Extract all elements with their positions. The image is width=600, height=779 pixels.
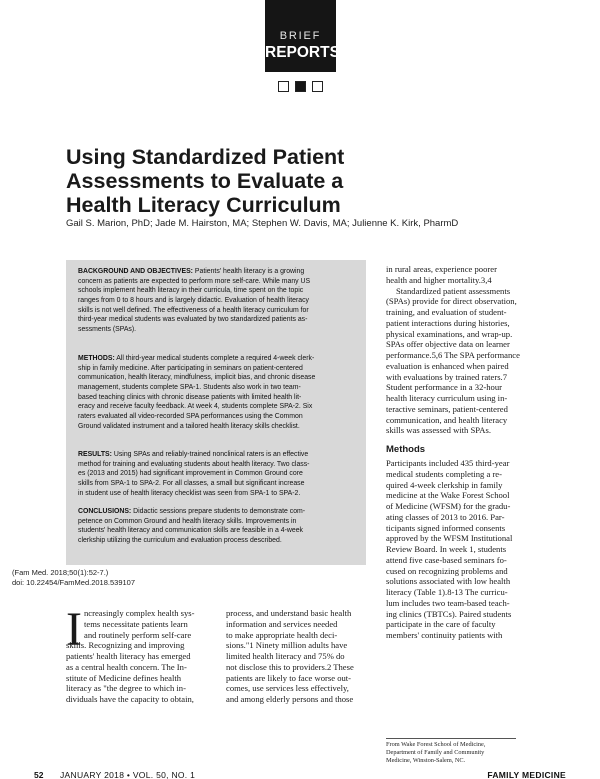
journal-name: FAMILY MEDICINE: [487, 770, 566, 779]
body-column-3-methods: [386, 458, 541, 641]
body-line: quired 4-week clerkship in family: [386, 479, 503, 490]
body-line: Review Board. In week 1, students: [386, 544, 507, 554]
body-line: ticipants signed informed consents: [386, 522, 506, 533]
body-line: Student performance in a 32-hour: [386, 382, 502, 393]
body-line: participate in the care of faculty: [386, 619, 496, 630]
banner-label-large: REPORTS: [265, 44, 340, 61]
body-line: of Medicine (WFSM) for the gradu-: [386, 501, 511, 511]
body-line: performance.5,6 The SPA performance: [386, 350, 520, 360]
abstract-heading: BACKGROUND AND OBJECTIVES:: [78, 268, 193, 275]
abstract-background: BACKGROUND AND OBJECTIVES: Patients' health literacy is a growing concern as patients are expected to perform more self-care. While many US schools implement health literacy in their curricula, time spent on the topic ranges from 0 to 8 hours and is largely didactic. Evaluation of health literacy skills is not well defined. The effectiveness of a health literacy curriculum for third-year medical students was evaluated by two standardized patients as- sessments (SPAs).: [78, 268, 311, 333]
body-line: and among elderly persons and those: [226, 694, 354, 704]
body-line: information and services needed: [226, 618, 338, 629]
body-line: and routinely perform self-care: [84, 629, 192, 640]
body-line: ating classes of 2013 to 2016. Par-: [386, 511, 505, 522]
body-line: physical examinations, and wrap-up.: [386, 328, 513, 339]
body-line: as a central health concern. The In-: [66, 661, 187, 672]
banner-label-small: BRIEF: [279, 30, 322, 42]
body-column-2: [226, 608, 378, 705]
body-line: SPAs offer objective data on learner: [386, 339, 510, 350]
body-line: health literacy curriculum using in-: [386, 393, 508, 403]
body-line: sions."1 Ninety million adults have: [226, 640, 348, 651]
issue-info: JANUARY 2018 • VOL. 50, NO. 1: [60, 770, 196, 779]
section-heading-methods: Methods: [386, 444, 426, 455]
body-line: process, and understand basic health: [226, 608, 352, 618]
title-line: Using Standardized Patient: [66, 145, 345, 169]
body-line: comes, use services less effectively,: [226, 683, 349, 694]
citation: (Fam Med. 2018;50(1):52-7.): [12, 568, 109, 577]
body-line: members' continuity patients with: [386, 630, 503, 640]
body-line: not disclose this to providers.2 These: [226, 661, 354, 672]
body-line: stitute of Medicine defines health: [66, 672, 182, 683]
body-column-3: [386, 264, 541, 436]
body-line: to make appropriate health deci-: [226, 629, 338, 640]
body-line: attend five case-based seminars fo-: [386, 554, 507, 565]
footnote-divider: [386, 738, 516, 739]
body-line: patients' health literacy has emerged: [66, 651, 191, 661]
abstract-heading: METHODS:: [78, 355, 115, 362]
body-line: ing clinics (TBTCs). Paired students: [386, 608, 512, 619]
doi-text: doi: 10.22454/FamMed.2018.539107: [12, 578, 136, 587]
abstract-heading: RESULTS:: [78, 451, 112, 458]
drop-cap: I: [66, 603, 82, 656]
title-line: Health Literacy Curriculum: [66, 193, 341, 217]
body-line: patient interactions during histories,: [386, 317, 510, 328]
abstract-heading: CONCLUSIONS:: [78, 508, 132, 515]
body-line: training, and evaluation of student-: [386, 307, 507, 317]
body-line: communication, and health literacy: [386, 414, 508, 425]
section-banner: [265, 0, 340, 72]
body-line: tems necessitate patients learn: [84, 618, 188, 629]
body-line: in rural areas, experience poorer: [386, 264, 497, 274]
body-line: with evaluations by trained raters.7: [386, 371, 507, 382]
body-line: skills. Recognizing and improving: [66, 640, 185, 651]
square-filled-icon: [295, 81, 306, 92]
abstract-box: [66, 260, 366, 565]
article-title: [66, 145, 516, 217]
body-line: medicine at the Wake Forest School: [386, 490, 510, 501]
body-line: ncreasingly complex health sys-: [84, 608, 195, 618]
body-line: limited health literacy and 75% do: [226, 651, 345, 661]
body-line: (SPAs) provide for direct observation,: [386, 296, 517, 307]
body-column-1: [66, 603, 218, 705]
body-line: solutions associated with low health: [386, 576, 511, 587]
body-line: Standardized patient assessments: [396, 285, 511, 296]
body-line: lum includes two team-based teach-: [386, 597, 510, 608]
body-line: Participants included 435 third-year: [386, 458, 510, 468]
body-line: literacy as "the degree to which in-: [66, 683, 186, 694]
page-number: 52: [34, 770, 44, 779]
title-line: Assessments to Evaluate a: [66, 169, 344, 193]
abstract-conclusions: CONCLUSIONS: Didactic sessions prepare students to demonstrate com- petence on Common Ground and health literacy skills. Improvements in students' health literacy and communication skills are feasible in a 4-week clerkship utilizing the curriculum and evaluation process described.: [78, 508, 306, 544]
body-line: medical students completing a re-: [386, 468, 502, 479]
body-line: dividuals have the capacity to obtain,: [66, 694, 194, 704]
body-line: literacy (Table 1).8-13 The curricu-: [386, 587, 508, 597]
body-line: cused on recognizing problems and: [386, 565, 508, 576]
affiliation-footnote: From Wake Forest School of Medicine, Department of Family and Community Medicine, Winston-Salem, NC.: [386, 741, 486, 764]
abstract-methods: METHODS: All third-year medical students complete a required 4-week clerk- ship in family medicine. After participating in seminars on patient-centered communication, health literacy, mindfulness, implicit bias, and chronic disease management, students complete SPA-1. Students also work in two team- based teaching clinics with chronic disease patients with limited health lit- eracy and receive faculty feedback. At week 4, students complete SPA-2. Six raters evaluated all video-recorded SPA performances using the Common Ground validated instrument and a tailored health literacy skills checklist.: [78, 355, 316, 430]
body-line: approved by the WFSM Institutional: [386, 533, 513, 544]
body-line: skills was assessed with SPAs.: [386, 425, 491, 436]
body-line: patients are likely to face worse out-: [226, 672, 352, 683]
body-line: teractive seminars, patient-centered: [386, 403, 508, 414]
body-line: health and higher mortality.3,4: [386, 274, 492, 285]
square-outline-icon: [312, 81, 323, 92]
square-outline-icon: [278, 81, 289, 92]
author-list: Gail S. Marion, PhD; Jade M. Hairston, MA; Stephen W. Davis, MA; Julienne K. Kirk, PharmD: [66, 218, 459, 229]
abstract-results: RESULTS: Using SPAs and reliably-trained nonclinical raters is an effective method for training and evaluating students about health literacy. Two class- es (2013 and 2015) had significant improvement in Common Ground core skills from SPA-1 to SPA-2. For all classes, a small but significant increase in student use of health literacy checklist was seen from SPA-1 to SPA-2.: [78, 451, 310, 497]
body-line: evaluation is enhanced when paired: [386, 360, 509, 371]
